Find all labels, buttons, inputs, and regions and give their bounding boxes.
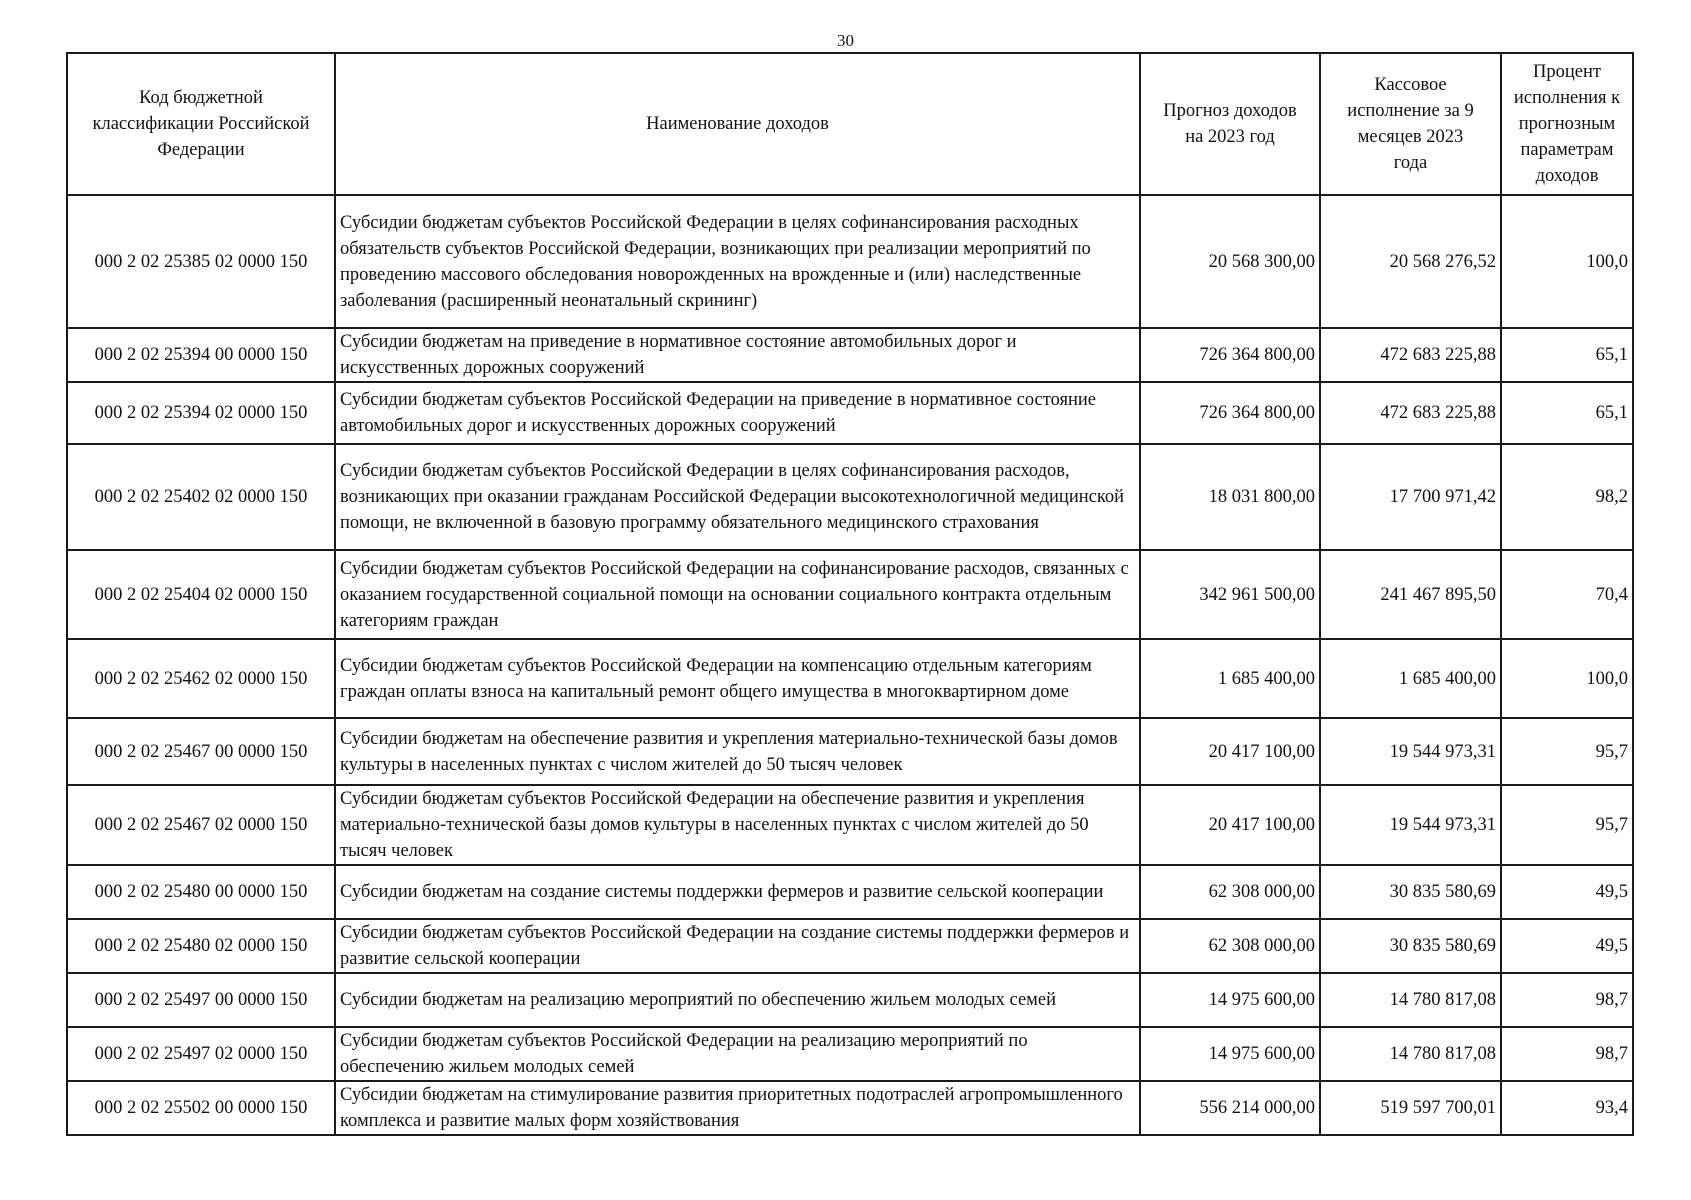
cell-name: Субсидии бюджетам субъектов Российской Федерации на компенсацию отдельным категориям граждан оплаты взноса на капитальный ремонт общего имущества в многоквартирном доме — [335, 639, 1140, 718]
cell-code: 000 2 02 25480 00 0000 150 — [67, 865, 335, 919]
budget-income-table — [66, 52, 1634, 1136]
cell-percent: 49,5 — [1501, 919, 1633, 973]
cell-actual: 19 544 973,31 — [1320, 718, 1501, 785]
cell-percent: 65,1 — [1501, 382, 1633, 444]
cell-forecast: 20 568 300,00 — [1140, 195, 1320, 328]
cell-code: 000 2 02 25502 00 0000 150 — [67, 1081, 335, 1135]
cell-forecast: 62 308 000,00 — [1140, 865, 1320, 919]
table-row — [67, 919, 1633, 973]
cell-percent: 98,7 — [1501, 973, 1633, 1027]
table-row — [67, 550, 1633, 639]
cell-actual: 472 683 225,88 — [1320, 328, 1501, 382]
table-row — [67, 382, 1633, 444]
cell-forecast: 726 364 800,00 — [1140, 382, 1320, 444]
cell-name: Субсидии бюджетам на обеспечение развития и укрепления материально-технической базы домов культуры в населенных пунктах с числом жителей до 50 тысяч человек — [335, 718, 1140, 785]
header-code: Код бюджетной классификации Российской Федерации — [67, 53, 335, 195]
cell-name: Субсидии бюджетам субъектов Российской Федерации в целях софинансирования расходных обязательств субъектов Российской Федерации, возникающих при реализации мероприятий по проведению массового обследования новорожденных на врожденные и (или) наследственные заболевания (расширенный неонатальный скрининг) — [335, 195, 1140, 328]
cell-forecast: 726 364 800,00 — [1140, 328, 1320, 382]
cell-forecast: 20 417 100,00 — [1140, 718, 1320, 785]
table-row — [67, 718, 1633, 785]
header-name: Наименование доходов — [335, 53, 1140, 195]
header-forecast: Прогноз доходов на 2023 год — [1140, 53, 1320, 195]
cell-actual: 14 780 817,08 — [1320, 973, 1501, 1027]
cell-percent: 100,0 — [1501, 195, 1633, 328]
cell-code: 000 2 02 25497 00 0000 150 — [67, 973, 335, 1027]
cell-actual: 20 568 276,52 — [1320, 195, 1501, 328]
cell-code: 000 2 02 25404 02 0000 150 — [67, 550, 335, 639]
cell-forecast: 342 961 500,00 — [1140, 550, 1320, 639]
table-row — [67, 1081, 1633, 1135]
cell-actual: 30 835 580,69 — [1320, 919, 1501, 973]
cell-percent: 95,7 — [1501, 785, 1633, 865]
cell-code: 000 2 02 25497 02 0000 150 — [67, 1027, 335, 1081]
cell-forecast: 14 975 600,00 — [1140, 1027, 1320, 1081]
cell-name: Субсидии бюджетам субъектов Российской Федерации на создание системы поддержки фермеров и развитие сельской кооперации — [335, 919, 1140, 973]
cell-actual: 472 683 225,88 — [1320, 382, 1501, 444]
cell-percent: 98,7 — [1501, 1027, 1633, 1081]
cell-percent: 93,4 — [1501, 1081, 1633, 1135]
table-row — [67, 973, 1633, 1027]
cell-name: Субсидии бюджетам субъектов Российской Федерации на приведение в нормативное состояние автомобильных дорог и искусственных дорожных сооружений — [335, 382, 1140, 444]
cell-code: 000 2 02 25480 02 0000 150 — [67, 919, 335, 973]
table-row — [67, 785, 1633, 865]
table-row — [67, 639, 1633, 718]
cell-forecast: 62 308 000,00 — [1140, 919, 1320, 973]
cell-forecast: 1 685 400,00 — [1140, 639, 1320, 718]
cell-forecast: 556 214 000,00 — [1140, 1081, 1320, 1135]
table-header-row — [67, 53, 1633, 195]
cell-percent: 98,2 — [1501, 444, 1633, 550]
cell-actual: 17 700 971,42 — [1320, 444, 1501, 550]
header-percent: Процент исполнения к прогнозным параметрам доходов — [1501, 53, 1633, 195]
cell-code: 000 2 02 25402 02 0000 150 — [67, 444, 335, 550]
cell-actual: 241 467 895,50 — [1320, 550, 1501, 639]
cell-forecast: 14 975 600,00 — [1140, 973, 1320, 1027]
cell-forecast: 18 031 800,00 — [1140, 444, 1320, 550]
header-actual: Кассовое исполнение за 9 месяцев 2023 года — [1320, 53, 1501, 195]
cell-actual: 519 597 700,01 — [1320, 1081, 1501, 1135]
table-row — [67, 195, 1633, 328]
cell-name: Субсидии бюджетам субъектов Российской Федерации на софинансирование расходов, связанных с оказанием государственной социальной помощи на основании социального контракта отдельным категориям граждан — [335, 550, 1140, 639]
cell-percent: 95,7 — [1501, 718, 1633, 785]
cell-code: 000 2 02 25394 02 0000 150 — [67, 382, 335, 444]
cell-actual: 14 780 817,08 — [1320, 1027, 1501, 1081]
cell-name: Субсидии бюджетам на приведение в нормативное состояние автомобильных дорог и искусственных дорожных сооружений — [335, 328, 1140, 382]
cell-name: Субсидии бюджетам на стимулирование развития приоритетных подотраслей агропромышленного комплекса и развитие малых форм хозяйствования — [335, 1081, 1140, 1135]
cell-code: 000 2 02 25467 02 0000 150 — [67, 785, 335, 865]
cell-actual: 19 544 973,31 — [1320, 785, 1501, 865]
cell-percent: 65,1 — [1501, 328, 1633, 382]
cell-name: Субсидии бюджетам субъектов Российской Федерации в целях софинансирования расходов, возникающих при оказании гражданам Российской Федерации высокотехнологичной медицинской помощи, не включенной в базовую программу обязательного медицинского страхования — [335, 444, 1140, 550]
table-row — [67, 328, 1633, 382]
cell-name: Субсидии бюджетам на реализацию мероприятий по обеспечению жильем молодых семей — [335, 973, 1140, 1027]
cell-percent: 100,0 — [1501, 639, 1633, 718]
cell-actual: 1 685 400,00 — [1320, 639, 1501, 718]
table-row — [67, 865, 1633, 919]
cell-code: 000 2 02 25385 02 0000 150 — [67, 195, 335, 328]
table-row — [67, 444, 1633, 550]
table-row — [67, 1027, 1633, 1081]
cell-code: 000 2 02 25394 00 0000 150 — [67, 328, 335, 382]
cell-name: Субсидии бюджетам на создание системы поддержки фермеров и развитие сельской кооперации — [335, 865, 1140, 919]
cell-percent: 70,4 — [1501, 550, 1633, 639]
cell-percent: 49,5 — [1501, 865, 1633, 919]
cell-code: 000 2 02 25467 00 0000 150 — [67, 718, 335, 785]
cell-actual: 30 835 580,69 — [1320, 865, 1501, 919]
page-number: 30 — [837, 31, 854, 50]
cell-forecast: 20 417 100,00 — [1140, 785, 1320, 865]
cell-name: Субсидии бюджетам субъектов Российской Федерации на реализацию мероприятий по обеспечению жильем молодых семей — [335, 1027, 1140, 1081]
cell-code: 000 2 02 25462 02 0000 150 — [67, 639, 335, 718]
cell-name: Субсидии бюджетам субъектов Российской Федерации на обеспечение развития и укрепления материально-технической базы домов культуры в населенных пунктах с числом жителей до 50 тысяч человек — [335, 785, 1140, 865]
